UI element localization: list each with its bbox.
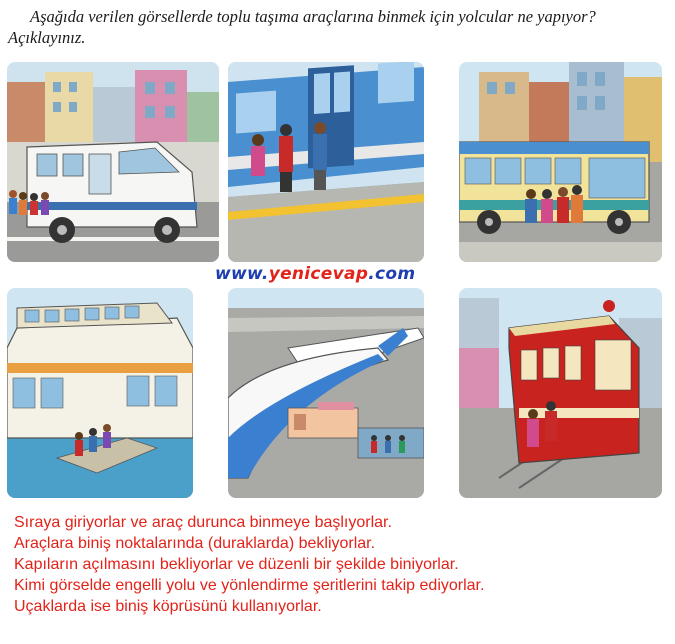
- question-label: Aşağıda verilen görsellerde toplu taşıma araçlarına binmek için yolcular ne yapıyor? Açıklayınız.: [8, 7, 596, 47]
- answer-line-2: Araçlara biniş noktalarında (duraklarda) bekliyorlar.: [14, 535, 376, 552]
- minibus-illustration: [7, 62, 219, 262]
- tram-illustration: [459, 288, 662, 498]
- ferry-illustration: [7, 288, 193, 498]
- watermark-suffix: .com: [368, 264, 416, 284]
- answer-list: [14, 512, 664, 617]
- answer-line-3: Kapıların açılmasını bekliyorlar ve düzenli bir şekilde biniyorlar.: [14, 556, 459, 573]
- watermark: [215, 264, 415, 284]
- metro-train-illustration: [228, 62, 424, 262]
- watermark-prefix: www.: [215, 264, 269, 284]
- airplane-illustration: [228, 288, 424, 498]
- city-bus-illustration: [459, 62, 662, 262]
- answer-line-4: Kimi görselde engelli yolu ve yönlendirme şeritlerini takip ediyorlar.: [14, 577, 485, 594]
- watermark-highlight: yenicevap: [268, 264, 369, 284]
- answer-line-5: Uçaklarda ise biniş köprüsünü kullanıyorlar.: [14, 598, 322, 615]
- answer-line-1: Sıraya giriyorlar ve araç durunca binmeye başlıyorlar.: [14, 514, 392, 531]
- question-text: [8, 6, 668, 48]
